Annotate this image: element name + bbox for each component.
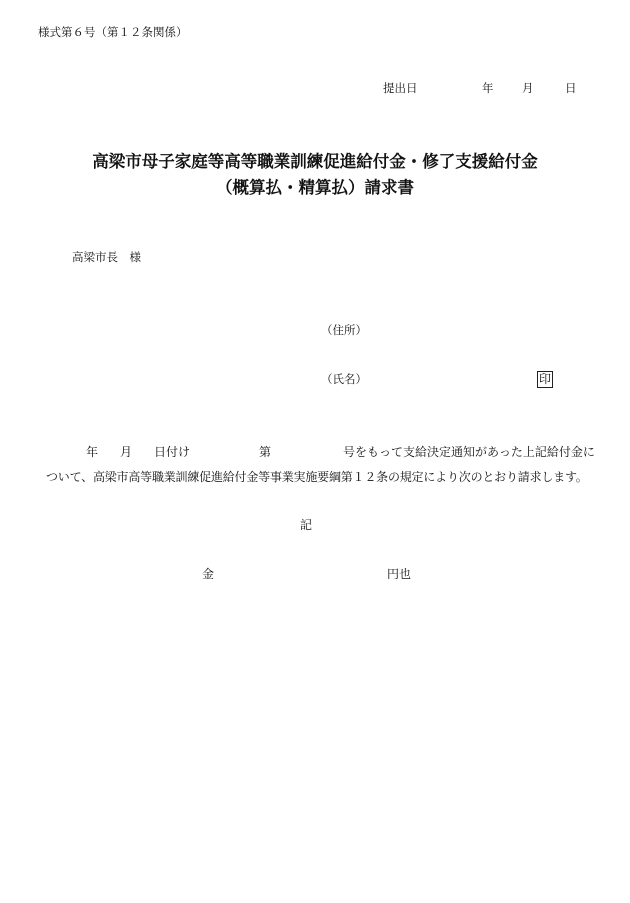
submission-date-label: 提出日 (383, 81, 418, 95)
submission-month-label: 月 (522, 81, 534, 95)
paragraph-year: 年 (86, 445, 99, 459)
paragraph-line1-rest: 号をもって支給決定通知があった上記給付金に (343, 445, 595, 459)
submission-day-label: 日 (565, 81, 577, 95)
address-label: （住所） (321, 323, 367, 337)
seal-text: 印 (539, 372, 552, 386)
paragraph-line2: ついて、高梁市高等職業訓練促進給付金等事業実施要綱第１２条の規定により次のとおり請求します。 (46, 470, 588, 484)
addressee: 高梁市長 様 (72, 250, 141, 264)
form-number: 様式第６号（第１２条関係） (38, 25, 188, 39)
amount-prefix: 金 (202, 567, 215, 581)
paragraph-month: 月 (120, 445, 133, 459)
ki-heading: 記 (300, 518, 313, 532)
paragraph-number-prefix: 第 (259, 445, 272, 459)
submission-year-label: 年 (482, 81, 494, 95)
document-title-line2: （概算払・精算払）請求書 (216, 178, 414, 197)
document-title-line1: 高梁市母子家庭等高等職業訓練促進給付金・修了支援給付金 (92, 152, 538, 171)
paragraph-day-dated: 日付け (154, 445, 191, 459)
name-label: （氏名） (321, 372, 367, 386)
seal-mark (537, 368, 553, 388)
amount-suffix: 円也 (387, 567, 412, 581)
